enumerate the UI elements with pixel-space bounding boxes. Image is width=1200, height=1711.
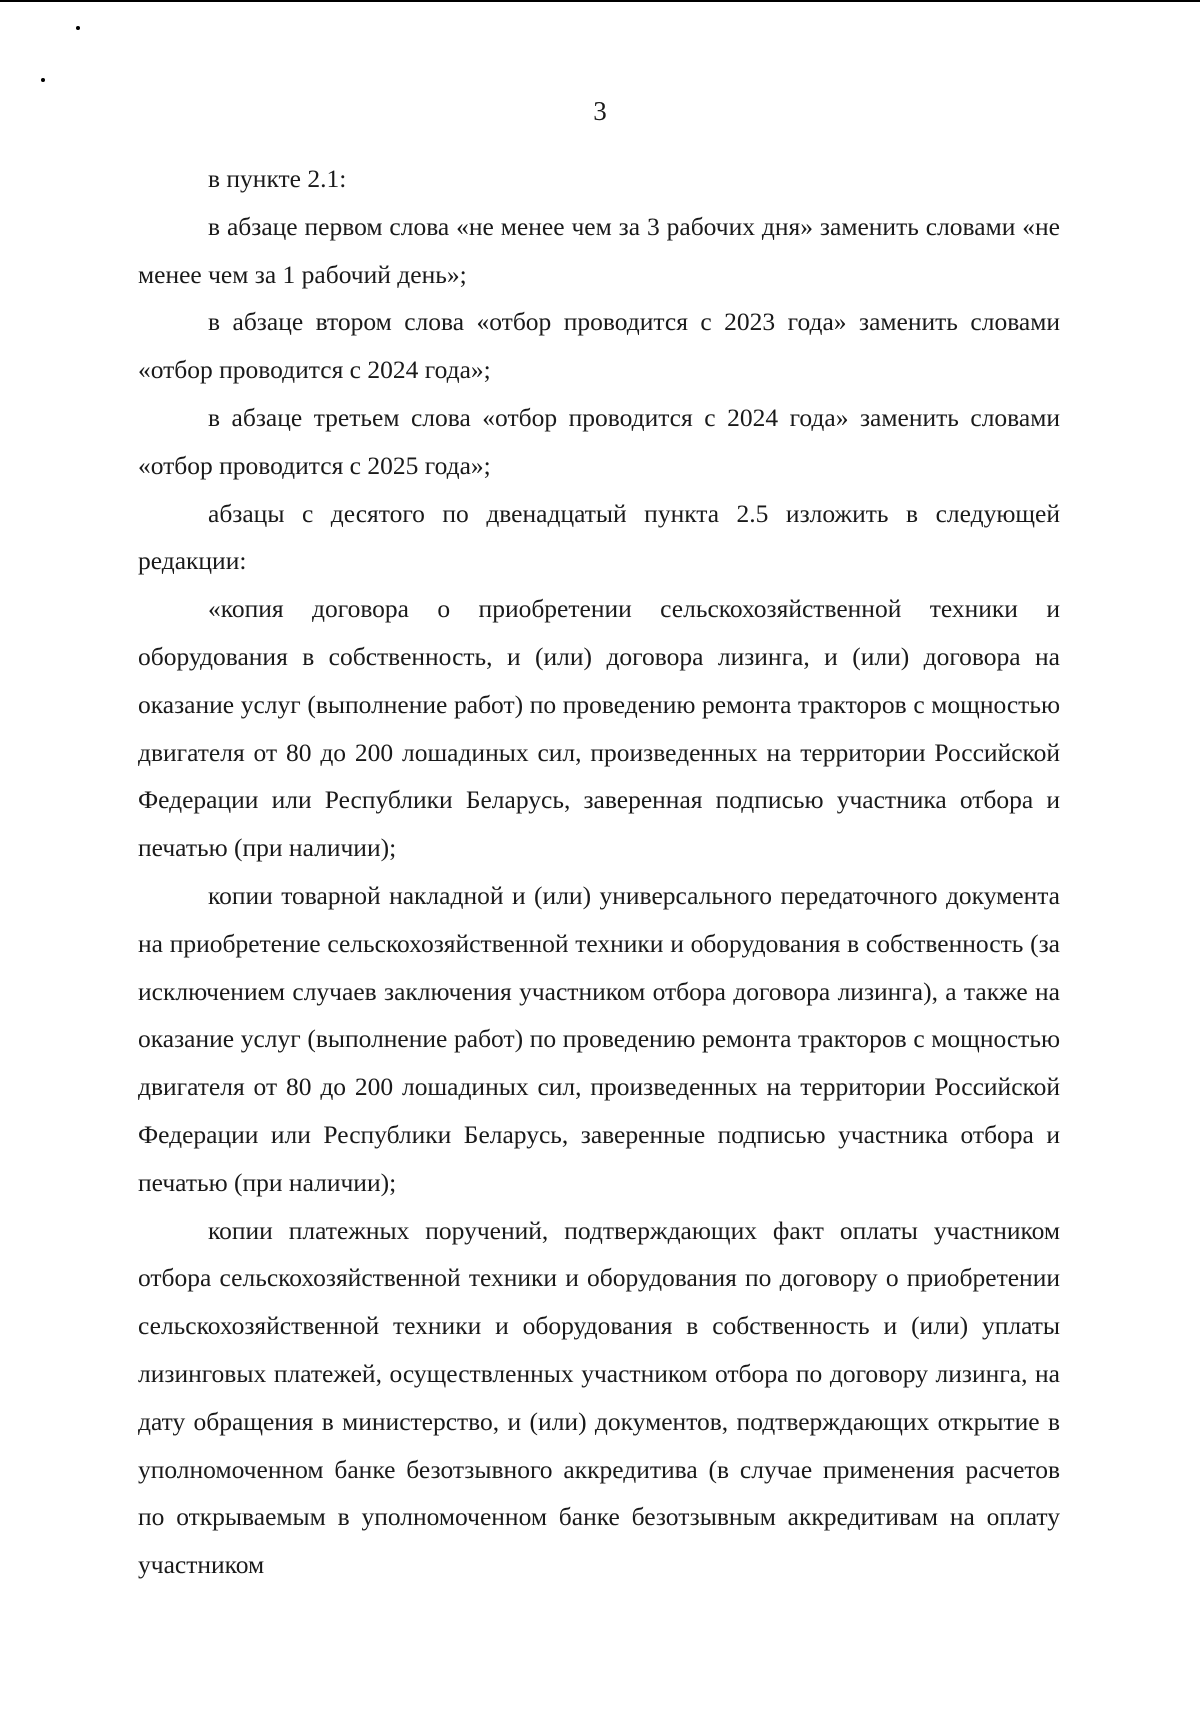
paragraph: «копия договора о приобретении сельскохозяйственной техники и оборудования в собственность, и (или) договора лизинга, и (или) договора на оказание услуг (выполнение работ) по проведению ремонта тракторов с мощностью двигателя от 80 до 200 лошадиных сил, произведенных на территории Российской Федерации или Республики Беларусь, заверенная подписью участника отбора и печатью (при наличии);	[138, 594, 1060, 863]
paragraph: копии платежных поручений, подтверждающих факт оплаты участником отбора сельскохозяйственной техники и оборудования по договору о приобретении сельскохозяйственной техники и оборудования в собственность и (или) уплаты лизинговых платежей, осуществленных участником отбора по договору лизинга, на дату обращения в министерство, и (или) документов, подтверждающих открытие в уполномоченном банке безотзывного аккредитива (в случае применения расчетов по открываемым в уполномоченном банке безотзывным аккредитивам на оплату участником	[138, 1215, 1060, 1580]
page-number: 3	[593, 96, 607, 126]
scan-mark	[76, 26, 80, 30]
paragraph: абзацы с десятого по двенадцатый пункта 2.5 изложить в следующей редакции:	[138, 498, 1060, 576]
document-body	[138, 155, 1060, 1589]
paragraph: в абзаце первом слова «не менее чем за 3 рабочих дня» заменить словами «не менее чем за 1 рабочий день»;	[138, 211, 1060, 289]
paragraph: в пункте 2.1:	[208, 164, 347, 193]
scan-mark	[41, 78, 45, 82]
paragraph: в абзаце третьем слова «отбор проводится с 2024 года» заменить словами «отбор проводится с 2025 года»;	[138, 402, 1060, 480]
paragraph: в абзаце втором слова «отбор проводится с 2023 года» заменить словами «отбор проводится с 2024 года»;	[138, 307, 1060, 385]
paragraph: копии товарной накладной и (или) универсального передаточного документа на приобретение сельскохозяйственной техники и оборудования в собственность (за исключением случаев заключения участником отбора договора лизинга), а также на оказание услуг (выполнение работ) по проведению ремонта тракторов с мощностью двигателя от 80 до 200 лошадиных сил, произведенных на территории Российской Федерации или Республики Беларусь, заверенные подписью участника отбора и печатью (при наличии);	[138, 880, 1060, 1197]
top-border-line	[0, 0, 1200, 2]
